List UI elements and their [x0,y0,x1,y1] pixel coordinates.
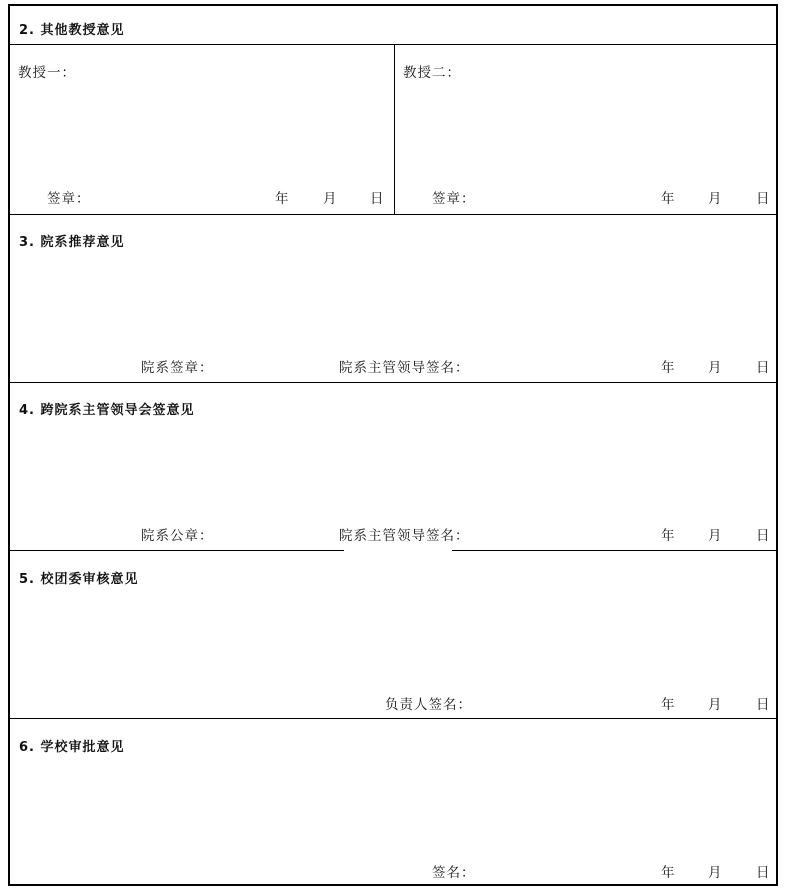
professor-two-seal-field[interactable]: 签章： [432,191,476,207]
professor-one-year: 年 [275,191,290,207]
section-title: 6. 学校审批意见 [19,740,125,755]
date-year: 年 [661,865,676,881]
section-school-approval [10,719,776,884]
responsible-person-signature-field[interactable]: 负责人签名： [385,697,472,713]
section-title: 5. 校团委审核意见 [19,572,139,587]
section-title: 3. 院系推荐意见 [19,235,125,250]
divider [10,44,776,45]
professor-two-day: 日 [756,191,771,207]
date-month: 月 [708,697,723,713]
date-year: 年 [661,360,676,376]
date-day: 日 [756,697,771,713]
date-day: 日 [756,360,771,376]
section-title: 2. 其他教授意见 [19,23,125,38]
column-divider [394,45,395,214]
department-leader-signature-field[interactable]: 院系主管领导签名： [339,528,470,544]
signature-field[interactable]: 签名： [432,865,476,881]
professor-one-label: 教授一： [18,65,76,81]
professor-one-seal-field[interactable]: 签章： [47,191,91,207]
date-month: 月 [708,528,723,544]
professor-two-month: 月 [708,191,723,207]
section-department-recommendation [10,215,776,383]
professor-one-day: 日 [370,191,385,207]
professor-two-year: 年 [661,191,676,207]
approval-form [8,4,778,886]
department-official-seal-field[interactable]: 院系公章： [141,528,214,544]
date-year: 年 [661,528,676,544]
professor-two-label: 教授二： [403,65,461,81]
date-month: 月 [708,360,723,376]
department-seal-field[interactable]: 院系签章： [141,360,214,376]
section-other-professors [10,6,776,214]
date-month: 月 [708,865,723,881]
section-youth-league-review [10,551,776,719]
section-title: 4. 跨院系主管领导会签意见 [19,403,195,418]
date-year: 年 [661,697,676,713]
date-day: 日 [756,528,771,544]
professor-one-month: 月 [323,191,338,207]
date-day: 日 [756,865,771,881]
department-leader-signature-field[interactable]: 院系主管领导签名： [339,360,470,376]
section-cross-department-signoff [10,383,776,551]
